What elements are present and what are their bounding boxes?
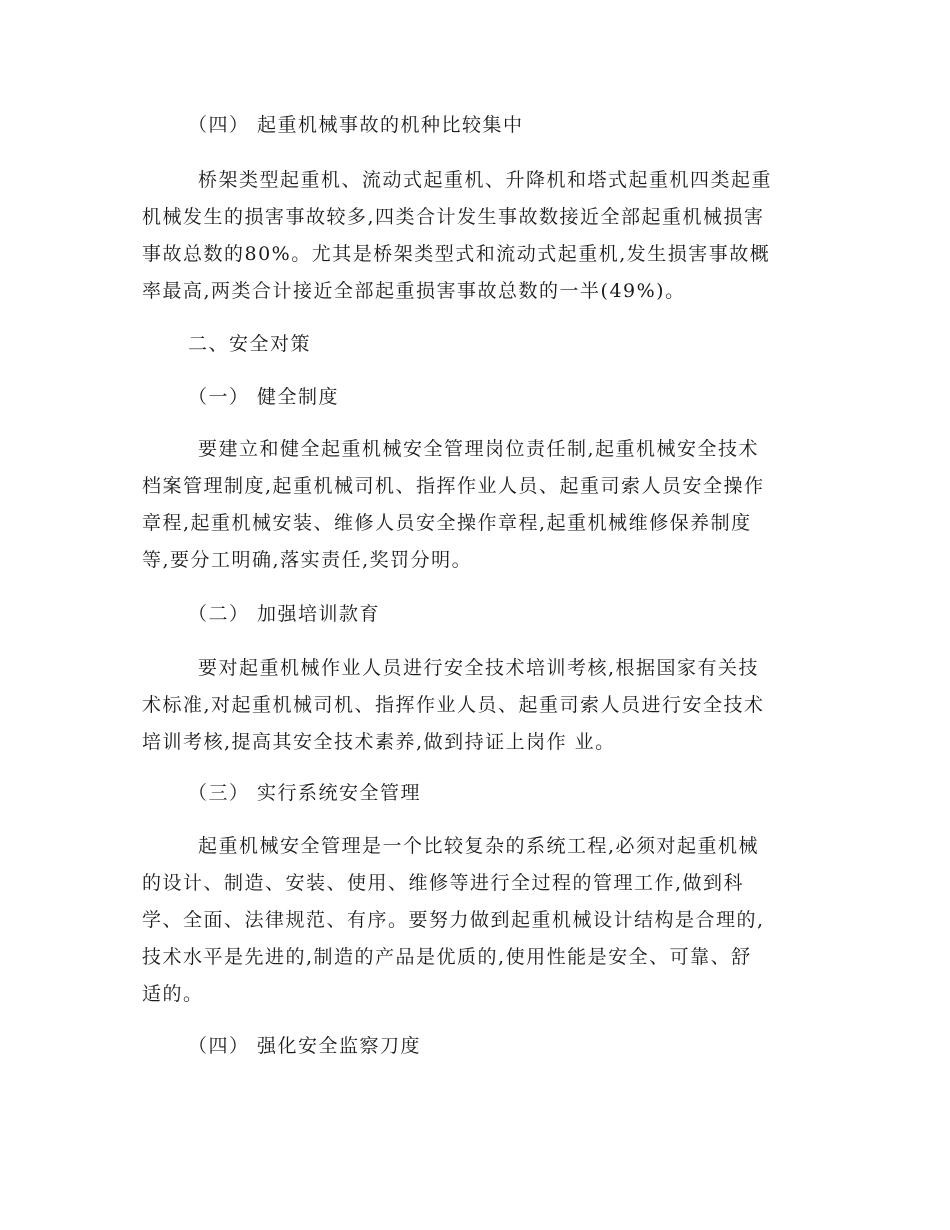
paragraph-line: 技术水平是先进的,制造的产品是优质的,使用性能是安全、可靠、舒 bbox=[142, 946, 752, 968]
paragraph-line: 机械发生的损害事故较多,四类合计发生事故数接近全部起重机械损害 bbox=[142, 206, 765, 228]
heading-training: （二） 加强培训款育 bbox=[188, 603, 381, 625]
section-title-safety-measures: 二、安全对策 bbox=[188, 333, 312, 355]
paragraph-line: 适的。 bbox=[142, 983, 204, 1005]
paragraph-line: 术标准,对起重机械司机、指挥作业人员、起重司索人员进行安全技术 bbox=[142, 694, 765, 716]
paragraph-line: 桥架类型起重机、流动式起重机、升降机和塔式起重机四类起重 bbox=[198, 169, 773, 191]
paragraph-line: 章程,起重机械安装、维修人员安全操作章程,起重机械维修保养制度 bbox=[142, 512, 752, 534]
paragraph-line: 率最高,两类合计接近全部起重损害事故总数的一半(49%)。 bbox=[142, 280, 686, 302]
paragraph-line: 的设计、制造、安装、使用、维修等进行全过程的管理工作,做到科 bbox=[142, 872, 745, 894]
heading-improve-system: （一） 健全制度 bbox=[188, 386, 340, 408]
heading-system-safety: （三） 实行系统安全管理 bbox=[188, 782, 422, 804]
paragraph-line: 事故总数的80%。尤其是桥架类型式和流动式起重机,发生损害事故概 bbox=[142, 243, 771, 265]
paragraph-line: 起重机械安全管理是一个比较复杂的系统工程,必须对起重机械 bbox=[198, 835, 760, 857]
paragraph-line: 培训考核,提高其安全技术素养,做到持证上岗作 业。 bbox=[142, 731, 616, 753]
paragraph-line: 等,要分工明确,落实责任,奖罚分明。 bbox=[142, 549, 473, 571]
paragraph-line: 要对起重机械作业人员进行安全技术培训考核,根据国家有关技 bbox=[198, 657, 760, 679]
heading-supervision: （四） 强化安全监察刀度 bbox=[188, 1035, 422, 1057]
paragraph-line: 档案管理制度,起重机械司机、指挥作业人员、起重司索人员安全操作 bbox=[142, 475, 765, 497]
paragraph-line: 要建立和健全起重机械安全管理岗位责任制,起重机械安全技术 bbox=[198, 438, 760, 460]
paragraph-line: 学、全面、法律规范、有序。要努力做到起重机械设计结构是合理的, bbox=[142, 909, 765, 931]
heading-machine-types: （四） 起重机械事故的机种比较集中 bbox=[188, 114, 524, 136]
